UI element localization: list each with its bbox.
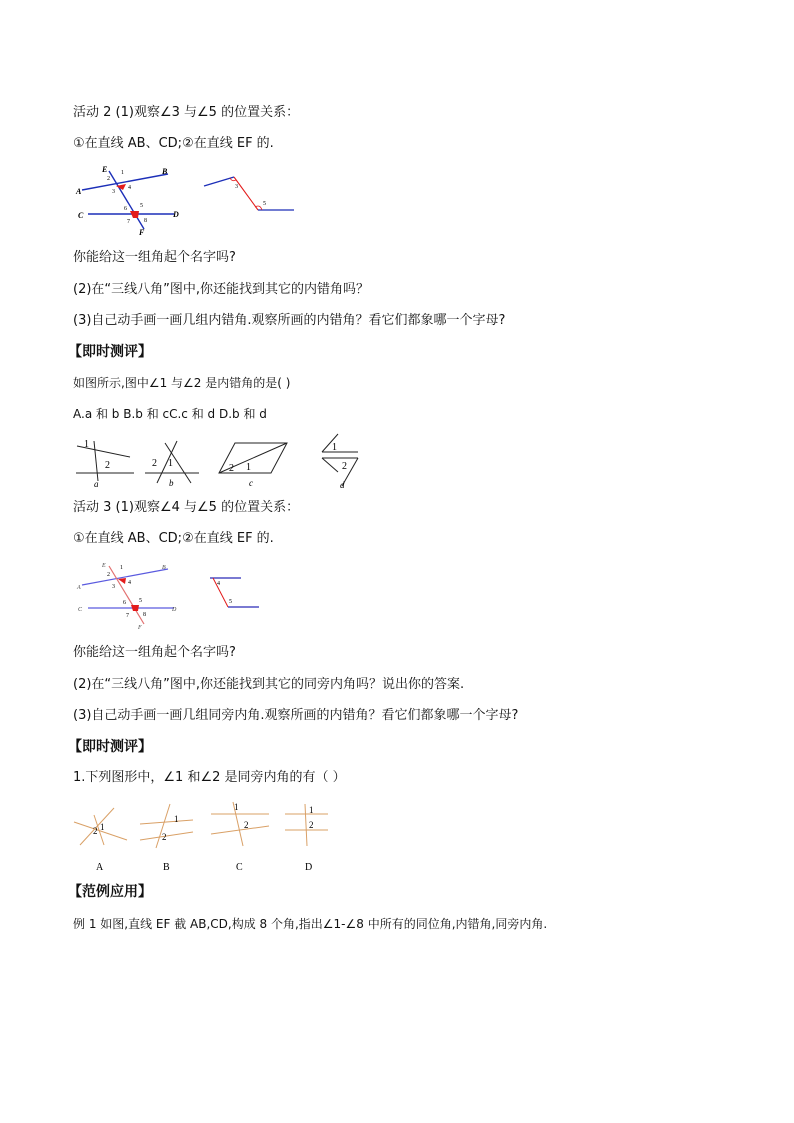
activity2-title: 活动 2 (1)观察∠3 与∠5 的位置关系： [73, 105, 300, 120]
svg-text:7: 7 [127, 219, 130, 225]
svg-text:7: 7 [126, 613, 129, 619]
activity3-q1: 你能给这一组角起个名字吗? [73, 645, 236, 660]
svg-text:5: 5 [139, 598, 142, 604]
test1-figure-d [318, 432, 378, 490]
fig-label-B: B [163, 862, 170, 873]
activity2-line1: ①在直线 AB、CD;②在直线 EF 的. [73, 136, 274, 151]
svg-text:4: 4 [128, 185, 131, 191]
fig-label-A: A [96, 862, 104, 873]
svg-text:3: 3 [235, 184, 238, 190]
fig-label-b: b [169, 478, 174, 488]
test1-question: 如图所示,图中∠1 与∠2 是内错角的是( ) [73, 376, 291, 390]
svg-text:8: 8 [143, 612, 146, 618]
svg-text:1: 1 [168, 458, 173, 469]
activity3-title: 活动 3 (1)观察∠4 与∠5 的位置关系： [73, 500, 300, 515]
svg-text:4: 4 [217, 581, 220, 587]
label-D: D [173, 210, 179, 219]
svg-text:B: B [162, 565, 166, 571]
svg-text:1: 1 [309, 805, 314, 815]
svg-text:1: 1 [100, 822, 105, 832]
svg-text:2: 2 [107, 572, 110, 578]
svg-text:2: 2 [152, 458, 157, 469]
svg-text:1: 1 [120, 565, 123, 571]
svg-text:2: 2 [229, 463, 234, 474]
activity3-q2: (2)在“三线八角”图中,你还能找到其它的同旁内角吗？说出你的答案. [73, 677, 465, 692]
svg-text:2: 2 [93, 826, 98, 836]
svg-text:6: 6 [124, 206, 127, 212]
activity3-line1: ①在直线 AB、CD;②在直线 EF 的. [73, 531, 274, 546]
svg-text:2: 2 [342, 461, 347, 472]
svg-text:1: 1 [121, 170, 124, 176]
test1-figure-a [72, 437, 142, 487]
three-lines-diagram-a2 [76, 165, 186, 235]
fig-label-c: c [249, 478, 253, 488]
svg-text:2: 2 [107, 176, 110, 182]
label-A: A [76, 187, 82, 196]
test2-figure-b [138, 800, 198, 875]
svg-text:3: 3 [112, 189, 115, 195]
c-figure-angles-4-5 [205, 570, 275, 615]
svg-text:C: C [78, 607, 83, 613]
z-figure-angles-3-5 [202, 172, 302, 217]
test1-figure-c [215, 437, 295, 487]
fig-label-d: d [340, 480, 345, 490]
svg-text:2: 2 [244, 820, 249, 830]
example-text: 例 1 如图,直线 EF 截 AB,CD,构成 8 个角,指出∠1-∠8 中所有的同位角,内错角,同旁内角. [73, 917, 548, 931]
fig-label-C: C [236, 862, 243, 873]
svg-text:1: 1 [84, 439, 89, 450]
svg-text:4: 4 [128, 580, 131, 586]
three-lines-diagram-a3 [76, 560, 186, 630]
svg-text:2: 2 [309, 820, 314, 830]
svg-text:1: 1 [234, 802, 239, 812]
test1-figure-b [143, 437, 213, 487]
test1-options: A.a 和 b B.b 和 cC.c 和 d D.b 和 d [73, 407, 267, 421]
svg-text:6: 6 [123, 600, 126, 606]
svg-text:8: 8 [144, 218, 147, 224]
svg-text:2: 2 [162, 832, 167, 842]
svg-text:3: 3 [112, 584, 115, 590]
svg-text:F: F [138, 625, 142, 631]
label-F: F [139, 228, 145, 237]
svg-text:1: 1 [246, 462, 251, 473]
svg-text:5: 5 [263, 201, 266, 207]
test2-question: 1.下列图形中，∠1 和∠2 是同旁内角的有（ ） [73, 770, 346, 785]
activity2-q3: (3)自己动手画一画几组内错角.观察所画的内错角？看它们都象哪一个字母? [73, 313, 506, 328]
svg-text:5: 5 [229, 599, 232, 605]
activity2-q1: 你能给这一组角起个名字吗? [73, 250, 236, 265]
label-C: C [78, 211, 84, 220]
test2-figure-c [209, 800, 274, 875]
svg-text:E: E [102, 563, 106, 569]
label-B: B [162, 167, 168, 176]
activity3-q3: (3)自己动手画一画几组同旁内角.观察所画的内错角？看它们都象哪一个字母? [73, 708, 519, 723]
svg-text:D: D [172, 607, 177, 613]
svg-text:1: 1 [332, 442, 337, 453]
svg-text:A: A [77, 585, 81, 591]
activity2-q2: (2)在“三线八角”图中,你还能找到其它的内错角吗？ [73, 282, 370, 297]
test2-figure-d [283, 800, 338, 875]
example-heading: 【范例应用】 [68, 884, 152, 900]
test2-figure-a [72, 800, 132, 875]
test1-heading: 【即时测评】 [68, 344, 152, 360]
svg-text:1: 1 [174, 814, 179, 824]
angle-5-highlight-a3 [131, 605, 139, 611]
fig-label-D: D [305, 862, 313, 873]
svg-text:2: 2 [105, 460, 110, 471]
label-E: E [102, 165, 108, 174]
fig-label-a: a [94, 479, 99, 489]
svg-text:5: 5 [140, 203, 143, 209]
test2-heading: 【即时测评】 [68, 739, 152, 755]
